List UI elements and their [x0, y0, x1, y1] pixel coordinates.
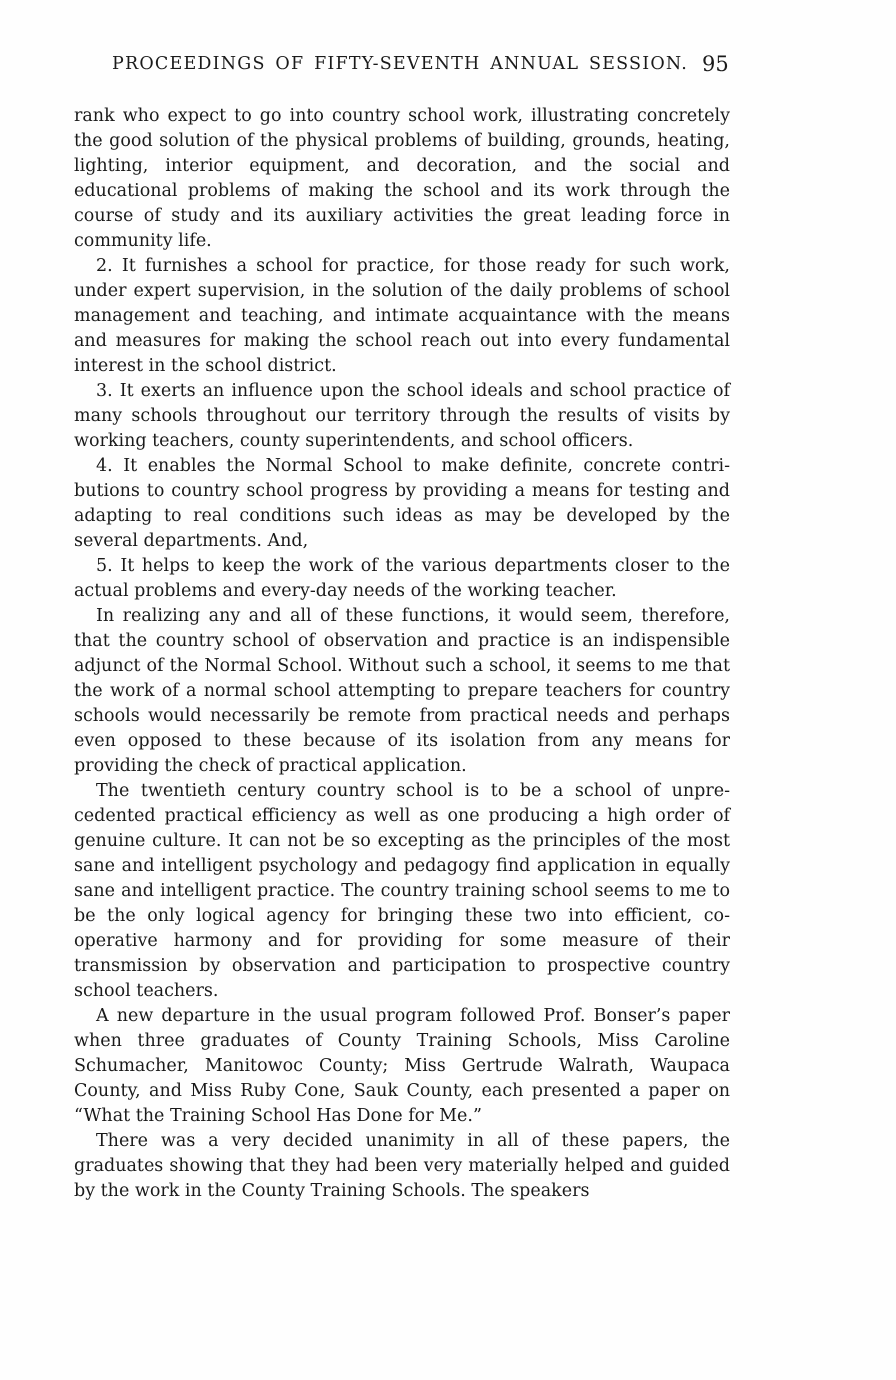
paragraph-item-3: 3. It exerts an influence upon the school ideals and school practice of many schools throughout our territory through the results of visits by working teachers, county superintendents, and school officers. [74, 381, 730, 451]
paragraph-unanimity: There was a very decided unanimity in all of these papers, the graduates showing that they had been very materially helped and guided by the work in the County Training Schools. The speakers [74, 1131, 730, 1201]
paragraph-functions: In realizing any and all of these functions, it would seem, therefore, that the country school of observation and practice is an indispensible adjunct of the Normal School. Without such a school, it seems to me that the work of a normal school attempting to prepare teachers for country schools would necessarily be remote from practical needs and perhaps even opposed to these because of its isolation from any means for providing the check of practical application. [74, 606, 730, 776]
paragraph-item-2: 2. It furnishes a school for practice, for those ready for such work, under expert supervision, in the solution of the daily problems of school management and teaching, and intimate acquaintance with the means and measures for making the school reach out into every fundamental interest in the school district. [74, 256, 730, 376]
running-head [0, 52, 896, 86]
page-number: 95 [702, 52, 729, 76]
body-text [74, 104, 730, 1204]
paragraph-new-departure: A new departure in the usual program followed Prof. Bonser’s paper when three graduates of County Training Schools, Miss Caroline Schumacher, Manitowoc County; Miss Gertrude Walrath, Waupaca County, and Miss Ruby Cone, Sauk County, each presented a paper on “What the Training School Has Done for Me.” [74, 1006, 730, 1126]
paragraph-twentieth-century: The twentieth century country school is to be a school of unprecedented practical efficiency as well as one producing a high order of genuine culture. It can not be so excepting as the principles of the most sane and intelligent psychology and pedagogy find application in equally sane and intelligent practice. The country training school seems to me to be the only logical agency for bringing these two into efficient, co-operative harmony and for providing for some measure of their transmission by observation and participation to prospective country school teachers. [74, 781, 730, 1001]
running-head-title: PROCEEDINGS OF FIFTY-SEVENTH ANNUAL SESSION. [112, 54, 689, 74]
paragraph-item-5: 5. It helps to keep the work of the various departments closer to the actual problems and every-day needs of the working teacher. [74, 556, 730, 601]
paragraph-continued: rank who expect to go into country school work, illustrating concretely the good solution of the physical problems of building, grounds, heating, lighting, interior equipment, and decoration, and the social and educational problems of making the school and its work through the course of study and its auxiliary activities the great leading force in community life. [74, 106, 730, 251]
paragraph-item-4: 4. It enables the Normal School to make definite, concrete contributions to country school progress by providing a means for testing and adapting to real conditions such ideas as may be developed by the several departments. And, [74, 456, 730, 551]
